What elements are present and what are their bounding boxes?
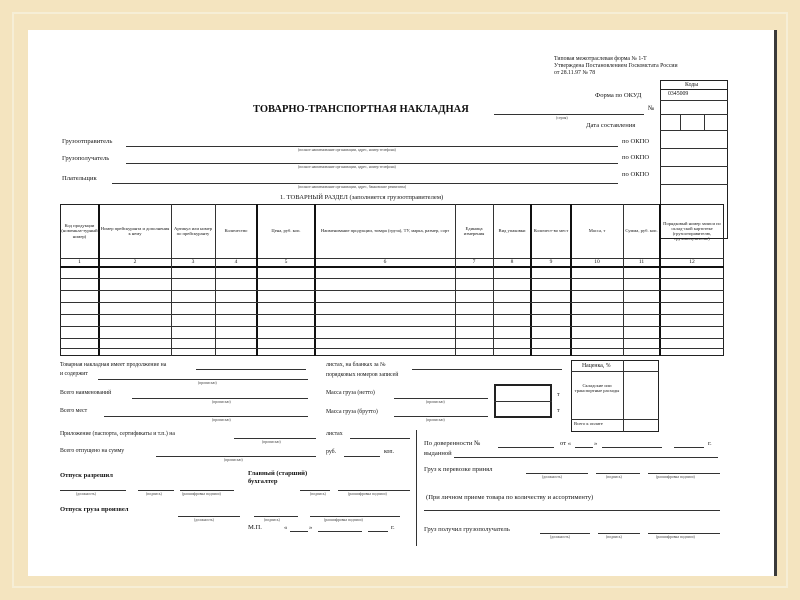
date-label: Дата составления (586, 122, 636, 129)
form-date-line: от 28.11.97 № 78 (554, 70, 596, 76)
ordinal-records: порядковых номеров записей (326, 372, 399, 378)
total-places-line (104, 416, 308, 417)
bottom-divider (416, 430, 417, 546)
section-title: 1. ТОВАРНЫЙ РАЗДЕЛ (заполняется грузоотправителем) (280, 194, 444, 201)
attachment-line (234, 438, 316, 439)
hint-decode: (расшифровка подписи) (656, 475, 695, 479)
sign-line (254, 516, 298, 517)
ton-unit: т (557, 392, 560, 398)
col-line (659, 204, 661, 356)
col-line (171, 204, 172, 356)
col-line (623, 204, 624, 356)
payer-field-line (112, 183, 618, 184)
hint-words: (прописью) (212, 400, 231, 404)
date-year-line (368, 531, 388, 532)
number-line (494, 114, 644, 115)
release-allowed-label: Отпуск разрешил (60, 472, 113, 479)
codes-divider (704, 114, 705, 130)
col-header-11: Сумма, руб. коп. (625, 228, 658, 234)
col-number: 10 (594, 259, 600, 265)
col-header-8: Вид упаковки (498, 228, 526, 234)
continued-line (196, 369, 306, 370)
codes-divider (660, 130, 728, 131)
released-sum-line (156, 456, 316, 457)
sign-line (60, 490, 126, 491)
row-line (60, 290, 724, 291)
warehouse-costs-label: Складские или транспортные расходы (574, 382, 620, 393)
document-title: ТОВАРНО-ТРАНСПОРТНАЯ НАКЛАДНАЯ (253, 104, 469, 115)
total-places-label: Всего мест (60, 408, 88, 414)
hint-words: (прописью) (212, 418, 231, 422)
hint-signature: (подпись) (606, 535, 622, 539)
ton-unit: т (557, 408, 560, 414)
form-approval-line: Утверждена Постановлением Госкомстата России (554, 63, 678, 69)
col-line (98, 204, 100, 356)
row-line (60, 314, 724, 315)
payer-hint: (полное наименование организации, адрес, банковские реквизиты) (298, 185, 407, 189)
okpo-label-1: по ОКПО (622, 138, 650, 145)
markup-label: Наценка, % (582, 363, 611, 369)
col-line (215, 204, 216, 356)
gross-mass-label: Масса груза (брутто) (326, 409, 378, 415)
sign-line (180, 490, 234, 491)
shipper-label: Грузоотправитель (62, 138, 113, 145)
series-hint: (серия) (556, 116, 568, 120)
form-type-line: Типовая межотраслевая форма № 1-Т (554, 56, 647, 62)
hint-signature: (подпись) (606, 475, 622, 479)
consignee-label: Грузополучатель (62, 155, 110, 162)
col-line (570, 204, 572, 356)
payer-label: Плательщик (62, 175, 97, 182)
hint-decode: (расшифровка подписи) (182, 492, 221, 496)
mass-box-divider (494, 401, 552, 402)
hint-words: (прописью) (224, 458, 243, 462)
waybill-document (28, 30, 774, 576)
shipper-hint: (полное наименование организации, адрес, номер телефона) (298, 148, 396, 152)
continued-label: Товарная накладная имеет продолжение на (60, 362, 167, 368)
total-names-label: Всего наименований (60, 390, 112, 396)
codes-divider (660, 100, 728, 101)
col-number: 8 (510, 259, 514, 265)
col-number: 5 (284, 259, 288, 265)
codes-divider (660, 148, 728, 149)
total-names-line (132, 398, 308, 399)
sheets-on-forms: листах, на бланках за № (326, 362, 386, 368)
proxy-quote-close: » (594, 440, 598, 447)
okpo-label-2: по ОКПО (622, 154, 650, 161)
stamp-mp: М.П. (248, 524, 262, 531)
row-line (60, 326, 724, 327)
sign-line (598, 533, 640, 534)
contains-line (98, 379, 308, 380)
number-sign: № (648, 105, 655, 112)
col-number: 7 (472, 259, 476, 265)
col-header-6: Наименование продукции, товара (груза), ТУ, марка, размер, сорт (320, 228, 450, 234)
issued-line (454, 457, 718, 458)
col-header-10: Масса, т (588, 228, 606, 234)
proxy-number-line (498, 447, 554, 448)
gross-mass-line (394, 416, 488, 417)
proxy-month-line (602, 447, 662, 448)
sign-line (300, 490, 330, 491)
rub-label: руб. (326, 449, 337, 455)
quote-close: » (309, 524, 313, 531)
row-line (60, 338, 724, 339)
sign-line (310, 516, 400, 517)
sign-line (648, 473, 720, 474)
issued-label: выданной (424, 450, 452, 457)
consignee-field-line (126, 163, 618, 164)
col-header-4: Количество (224, 228, 248, 234)
col-number: 2 (133, 259, 137, 265)
sign-line (648, 533, 720, 534)
proxy-day-line (575, 447, 593, 448)
rub-line (344, 456, 380, 457)
sign-line (178, 516, 240, 517)
row-line (60, 302, 724, 303)
col-number: 1 (78, 259, 81, 265)
codes-divider (660, 166, 728, 167)
net-mass-label: Масса груза (нетто) (326, 390, 375, 396)
codes-divider (660, 184, 728, 185)
okud-value: 0345009 (668, 91, 689, 97)
col-header-1: Код продукции (номенкла-турный номер) (61, 223, 98, 239)
cargo-accepted-label: Груз к перевозке принял (424, 466, 493, 473)
hint-signature: (подпись) (264, 518, 280, 522)
col-header-5: Цена, руб. коп. (271, 228, 301, 234)
markup-divider (571, 371, 659, 372)
col-number: 9 (549, 259, 553, 265)
personal-accept-note: (При личном приеме товара по количеству и ассортименту) (426, 494, 594, 501)
hint-words: (прописью) (262, 440, 281, 444)
col-header-2: Номер прейскуранта и дополнения к нему (100, 225, 170, 236)
released-by-label: Отпуск груза произвел (60, 506, 129, 513)
hint-signature: (подпись) (146, 492, 162, 496)
proxy-year-line (674, 447, 704, 448)
net-mass-line (394, 398, 488, 399)
col-header-7: Единица измерения (463, 225, 485, 236)
col-line (256, 204, 258, 356)
kop-label: коп. (384, 449, 394, 455)
sign-line (526, 473, 588, 474)
shipper-field-line (126, 146, 618, 147)
col-line (455, 204, 456, 356)
released-sum-label: Всего отпущено на сумму (60, 448, 125, 454)
codes-divider (660, 114, 728, 115)
col-number: 4 (234, 259, 238, 265)
col-number: 11 (638, 259, 645, 265)
contains-label: и содержит (60, 371, 88, 377)
to-pay-label: Всего к оплате (574, 421, 603, 426)
proxy-from: от « (560, 440, 572, 447)
year-suffix: г. (391, 524, 395, 531)
col-number: 3 (191, 259, 195, 265)
sheet-edge (774, 30, 777, 576)
sign-line (138, 490, 174, 491)
sign-line (338, 490, 410, 491)
hint-position: (должность) (76, 492, 96, 496)
okpo-label-3: по ОКПО (622, 171, 650, 178)
quote-open: « (284, 524, 288, 531)
col-line (493, 204, 494, 356)
sheets-line (350, 438, 410, 439)
sheets-label: листах (326, 431, 343, 437)
col-number: 12 (689, 259, 695, 265)
codes-divider (680, 114, 681, 130)
personal-accept-line (424, 510, 720, 511)
hint-decode: (расшифровка подписи) (348, 492, 387, 496)
col-line (530, 204, 532, 356)
hint-decode: (расшифровка подписи) (656, 535, 695, 539)
cargo-received-label: Груз получил грузополучатель (424, 526, 510, 533)
col-number: 6 (383, 259, 387, 265)
hint-signature: (подпись) (310, 492, 326, 496)
consignee-hint: (полное наименование организации, адрес, номер телефона) (298, 165, 396, 169)
hint-position: (должность) (550, 535, 570, 539)
row-line (60, 348, 724, 349)
attachment-label: Приложение (паспорта, сертификаты и т.п.) на (60, 431, 175, 437)
col-header-9: Количест-во мест (533, 228, 569, 234)
hint-position: (должность) (194, 518, 214, 522)
row-line (60, 278, 724, 279)
okud-label: Форма по ОКУД (595, 92, 642, 99)
hint-position: (должность) (542, 475, 562, 479)
date-day-line (290, 531, 308, 532)
numbers-divider (60, 266, 724, 268)
chief-accountant-label: Главный (старший) бухгалтер (248, 470, 308, 485)
forms-line (412, 369, 562, 370)
sign-line (540, 533, 590, 534)
markup-divider (571, 419, 659, 420)
codes-header: Коды (685, 82, 699, 88)
col-header-3: Артикул или номер по прейскуранту (174, 225, 212, 236)
hint-decode: (расшифровка подписи) (324, 518, 363, 522)
sign-line (596, 473, 640, 474)
hint-words: (прописью) (198, 381, 217, 385)
hint-words: (прописью) (426, 400, 445, 404)
col-header-12: Порядковый номер записи по склад-ской картотеке (грузоотправителю, грузополучателю) (663, 220, 721, 242)
date-month-line (318, 531, 362, 532)
col-line (314, 204, 316, 356)
proxy-year-suffix: г. (708, 440, 712, 447)
proxy-label: По доверенности № (424, 440, 481, 447)
hint-words: (прописью) (426, 418, 445, 422)
